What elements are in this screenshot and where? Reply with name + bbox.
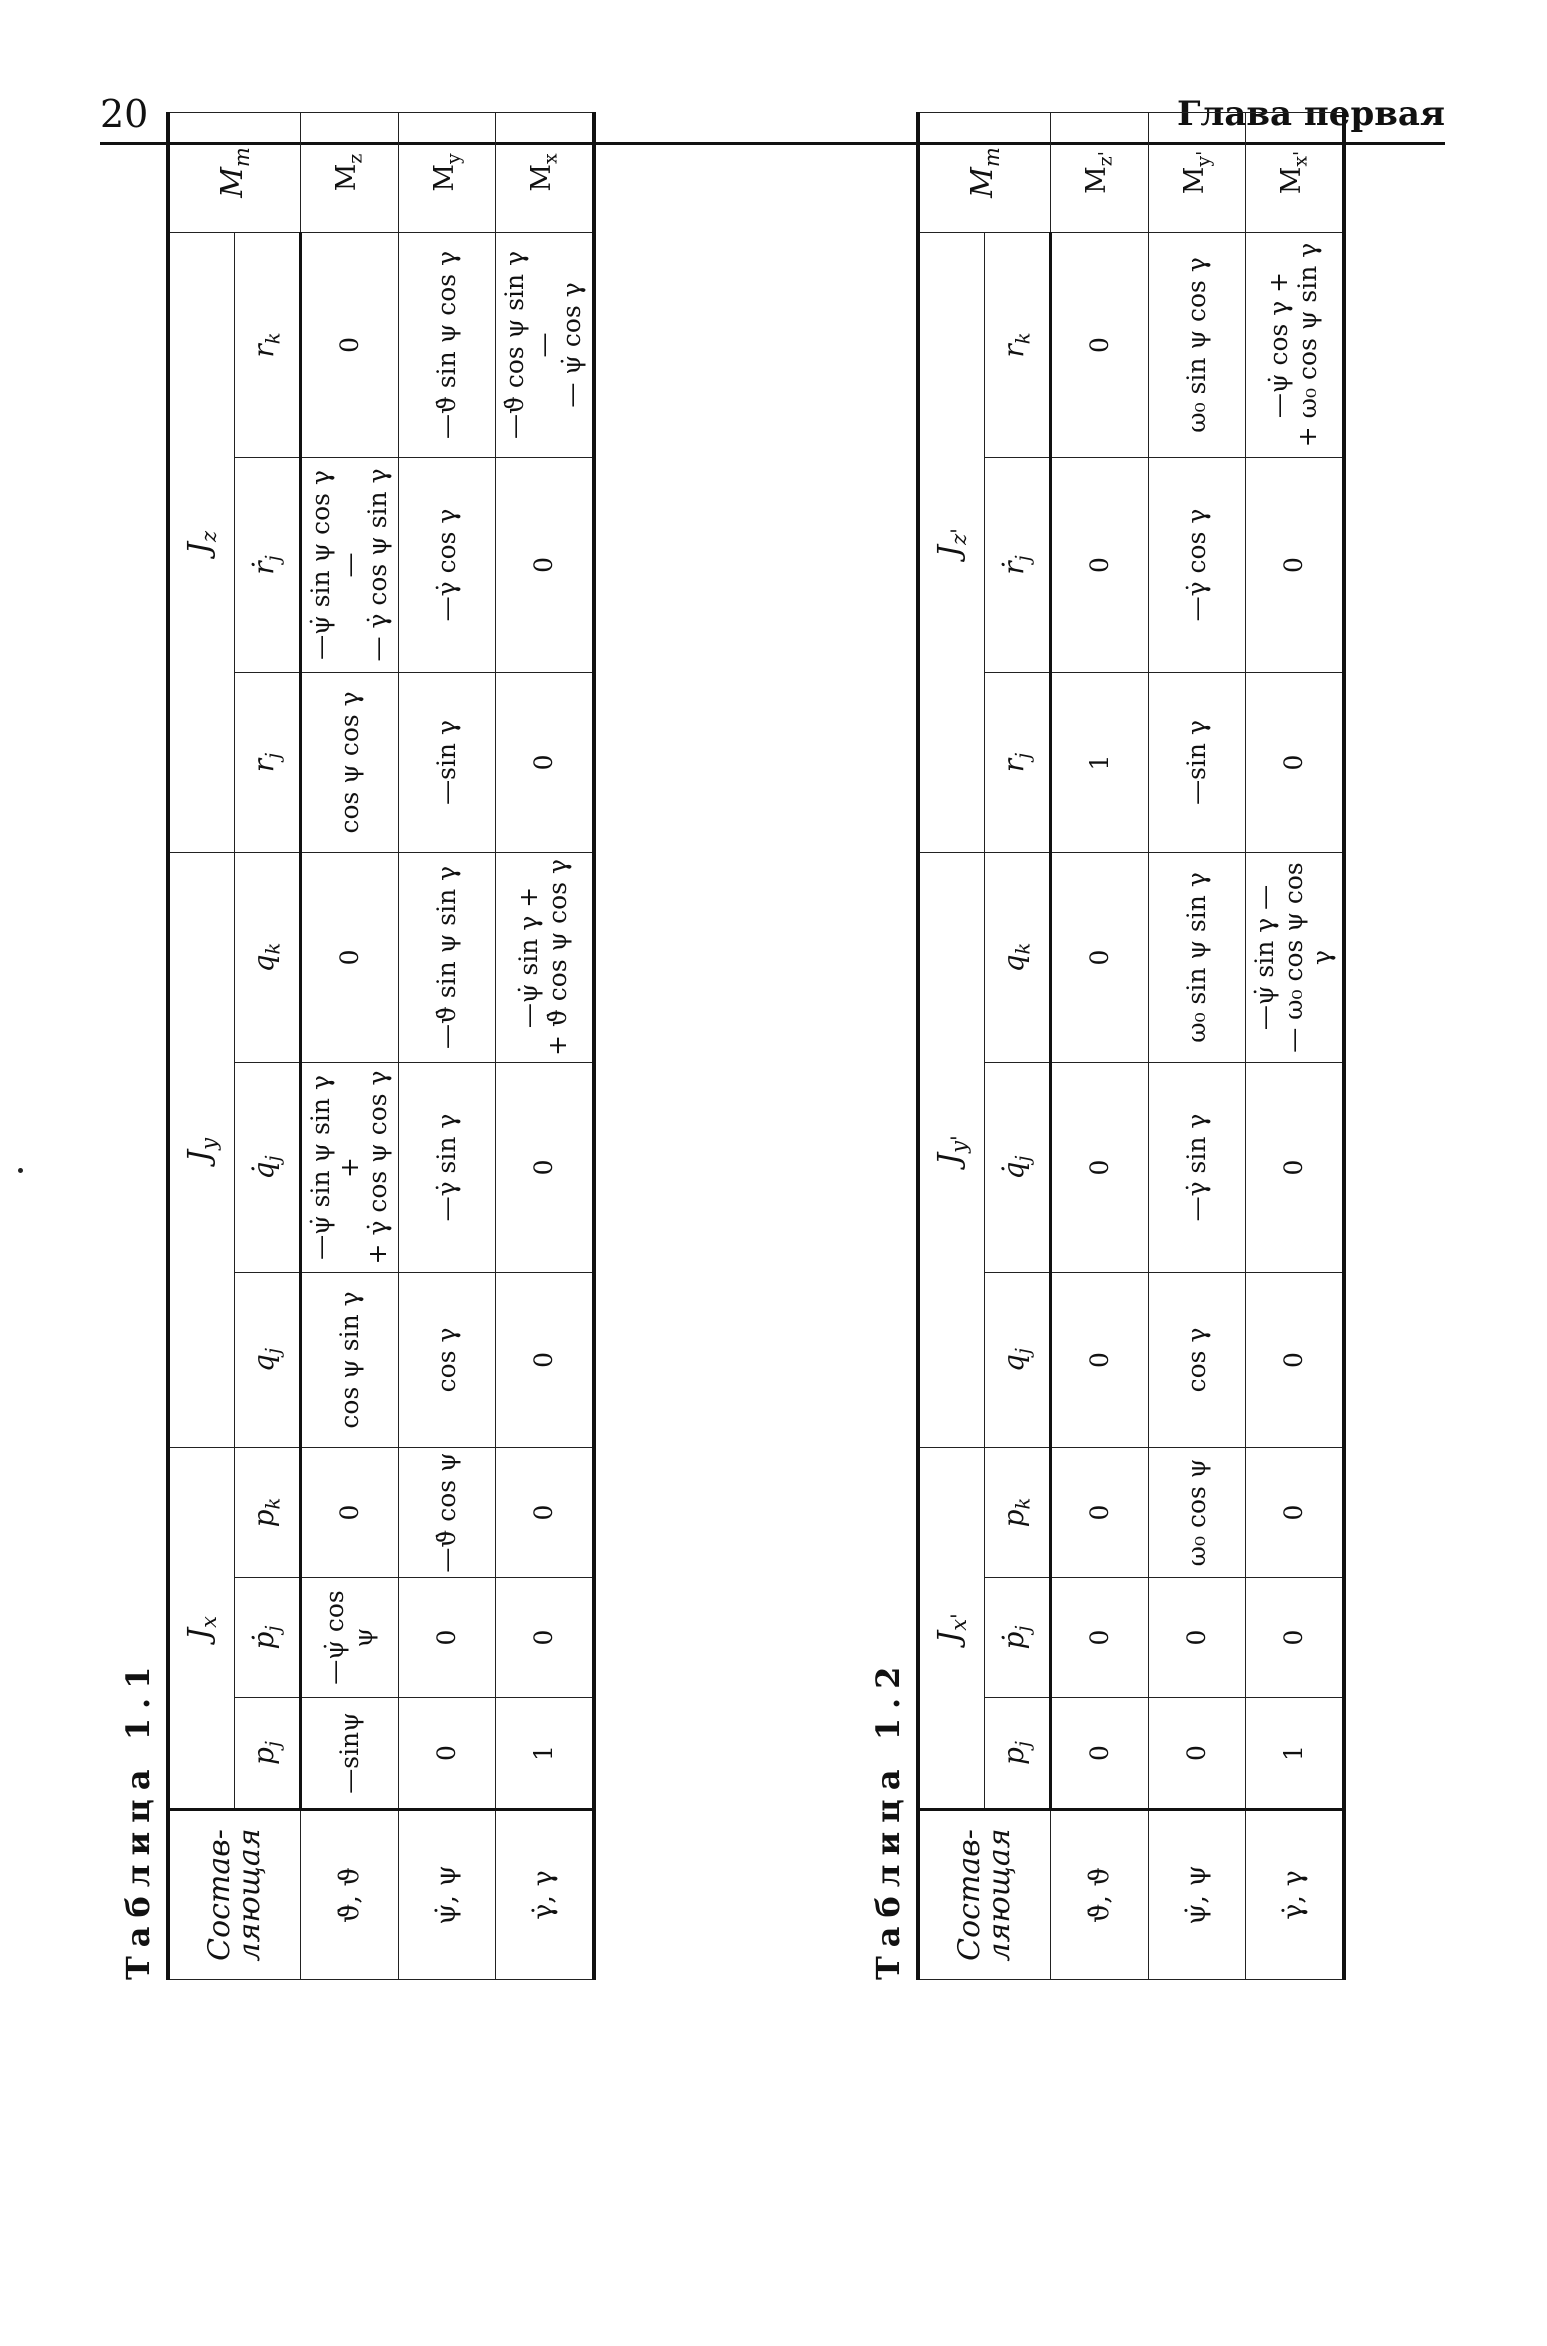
table-cell: 0 [496, 1272, 595, 1447]
table-cell: —γ̇ sin γ [1149, 1063, 1246, 1273]
group-header: $J_y$ [168, 852, 235, 1447]
table-cell: —ψ̇ sin ψ sin γ + + γ̇ cos ψ cos γ [301, 1062, 399, 1272]
table-cell: 0 [1051, 1698, 1149, 1810]
table-cell: 0 [1051, 853, 1149, 1063]
group-header: $J_z$ [168, 232, 235, 852]
row-label: ϑ̇, ϑ [1051, 1810, 1149, 1980]
column-header: $q_j$ [985, 1273, 1051, 1448]
table-1-2-block [860, 147, 1346, 1980]
table-row [1246, 113, 1345, 1980]
table-cell: 0 [1246, 1273, 1345, 1448]
mm-cell: $M_{x'}$ [1246, 113, 1345, 233]
table-caption: Таблица 1.2 [869, 1657, 907, 1980]
group-header: $J_{z'}$ [918, 233, 985, 853]
row-label: γ̇, γ [496, 1810, 595, 1980]
table-cell: cos ψ cos γ [301, 672, 399, 852]
row-label: γ̇, γ [1246, 1810, 1345, 1980]
column-header: ṗ$_j$ [985, 1578, 1051, 1698]
table-cell: 0 [1051, 233, 1149, 458]
table-1-1 [166, 112, 596, 1980]
table-cell: —γ̇ cos γ [1149, 458, 1246, 673]
table-cell: 0 [399, 1578, 496, 1698]
table-cell: 0 [1051, 1273, 1149, 1448]
table-cell: —ϑ̇ cos ψ [399, 1447, 496, 1577]
column-header: $p_j$ [235, 1698, 301, 1810]
row-label: ψ̇, ψ [399, 1810, 496, 1980]
table-cell: —sin γ [399, 672, 496, 852]
mm-cell: $M_{y'}$ [1149, 113, 1246, 233]
table-row [301, 112, 399, 1979]
table-row [1149, 113, 1246, 1980]
table-cell: —ψ̇ cos γ + + ω₀ cos ψ sin γ [1246, 233, 1345, 458]
group-header: $J_{x'}$ [918, 1448, 985, 1810]
table-cell: 0 [1051, 458, 1149, 673]
component-header: Состав- ляющая [918, 1810, 1051, 1980]
table-cell: 0 [1149, 1698, 1246, 1810]
page-number: 20 [100, 92, 149, 136]
column-header: $p_k$ [235, 1447, 301, 1577]
mm-header: $M_m$ [918, 113, 1051, 233]
row-label: ϑ̇, ϑ [301, 1810, 399, 1980]
mm-cell: $M_{z'}$ [1051, 113, 1149, 233]
table-1-1-block [110, 147, 596, 1980]
mm-cell: $M_x$ [496, 112, 595, 232]
table-cell: —ϑ̇ cos ψ sin γ — — ψ̇ cos γ [496, 232, 595, 457]
column-header: $p_j$ [985, 1698, 1051, 1810]
table-cell: —ψ̇ sin γ + + ϑ̇ cos ψ cos γ [496, 852, 595, 1062]
table-cell: —sinψ [301, 1698, 399, 1810]
table-cell: —γ̇ cos γ [399, 457, 496, 672]
table-cell: 0 [496, 1062, 595, 1272]
table-cell: 0 [496, 457, 595, 672]
table-row [496, 112, 595, 1979]
column-header: $r_j$ [235, 672, 301, 852]
table-cell: 0 [301, 232, 399, 457]
table-cell: ω₀ cos ψ [1149, 1448, 1246, 1578]
table-cell: 0 [496, 672, 595, 852]
table-cell: 0 [301, 1447, 399, 1577]
table-1-2 [916, 112, 1346, 1980]
group-header: $J_x$ [168, 1447, 235, 1809]
table-row [1051, 113, 1149, 1980]
column-header: $r_k$ [235, 232, 301, 457]
table-caption: Таблица 1.1 [119, 1657, 157, 1980]
column-header: ṗ$_j$ [235, 1578, 301, 1698]
group-header: $J_{y'}$ [918, 853, 985, 1448]
table-cell: —γ̇ sin γ [399, 1062, 496, 1272]
column-header: ṙ$_j$ [235, 457, 301, 672]
stray-print-mark [18, 1168, 23, 1173]
table-cell: —ψ̇ cos ψ [301, 1578, 399, 1698]
table-cell: cos γ [1149, 1273, 1246, 1448]
column-header: ṙ$_j$ [985, 458, 1051, 673]
table-cell: ω₀ sin ψ cos γ [1149, 233, 1246, 458]
table-cell: 0 [399, 1698, 496, 1810]
table-cell: —sin γ [1149, 673, 1246, 853]
table-cell: cos γ [399, 1272, 496, 1447]
component-header: Состав- ляющая [168, 1810, 301, 1980]
table-cell: 0 [1051, 1063, 1149, 1273]
column-header: $q_j$ [235, 1272, 301, 1447]
table-cell: 0 [1246, 458, 1345, 673]
table-cell: 0 [1246, 1063, 1345, 1273]
column-header: $p_k$ [985, 1448, 1051, 1578]
row-label: ψ̇, ψ [1149, 1810, 1246, 1980]
column-header: $r_j$ [985, 673, 1051, 853]
table-cell: —ψ̇ sin γ — — ω₀ cos ψ cos γ [1246, 853, 1345, 1063]
mm-header: $M_m$ [168, 112, 301, 232]
column-header: $q_k$ [235, 852, 301, 1062]
column-header: $r_k$ [985, 233, 1051, 458]
table-cell: ω₀ sin ψ sin γ [1149, 853, 1246, 1063]
table-cell: 1 [496, 1698, 595, 1810]
table-cell: 0 [1051, 1448, 1149, 1578]
table-cell: 1 [1051, 673, 1149, 853]
column-header: $q̇_j$ [235, 1062, 301, 1272]
table-cell: 0 [1246, 1578, 1345, 1698]
table-cell: 0 [496, 1447, 595, 1577]
column-header: $q_k$ [985, 853, 1051, 1063]
table-cell: 0 [1149, 1578, 1246, 1698]
table-cell: 0 [1246, 673, 1345, 853]
table-cell: —ϑ̇ sin ψ sin γ [399, 852, 496, 1062]
chapter-title: Глава первая [1176, 94, 1445, 134]
table-cell: 0 [301, 852, 399, 1062]
table-cell: —ϑ̇ sin ψ cos γ [399, 232, 496, 457]
column-header: $q̇_j$ [985, 1063, 1051, 1273]
table-cell: 0 [1246, 1448, 1345, 1578]
table-cell: 0 [1051, 1578, 1149, 1698]
table-cell: 1 [1246, 1698, 1345, 1810]
mm-cell: $M_z$ [301, 112, 399, 232]
table-row [399, 112, 496, 1979]
mm-cell: $M_y$ [399, 112, 496, 232]
table-cell: —ψ̇ sin ψ cos γ — — γ̇ cos ψ sin γ [301, 457, 399, 672]
table-cell: cos ψ sin γ [301, 1272, 399, 1447]
table-cell: 0 [496, 1578, 595, 1698]
